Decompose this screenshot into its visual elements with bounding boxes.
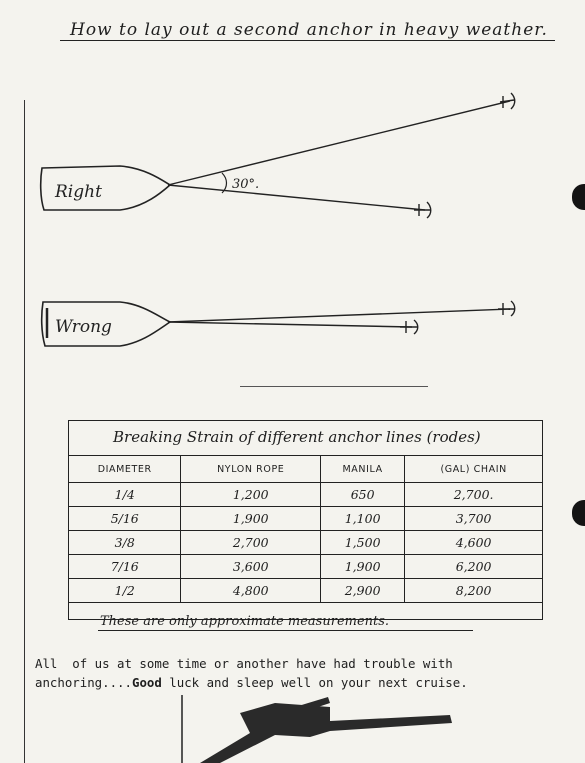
table-header-row: [69, 456, 543, 483]
angle-label: 30°.: [232, 177, 260, 192]
anchor-illustration: [180, 695, 480, 763]
header-nylon-rope: NYLON ROPE: [181, 456, 321, 483]
paragraph-line-2-start: anchoring....: [35, 675, 132, 690]
cell-chain: 8,200: [405, 579, 543, 603]
anchor-layout-diagram: [0, 80, 585, 380]
cell-nylon: 1,900: [181, 507, 321, 531]
header-manila: MANILA: [321, 456, 405, 483]
cell-chain: 4,600: [405, 531, 543, 555]
cell-manila: 2,900: [321, 579, 405, 603]
strain-grid: [68, 455, 543, 603]
cell-diameter: 1/2: [69, 579, 181, 603]
cell-manila: 1,100: [321, 507, 405, 531]
table-row: [69, 579, 543, 603]
cell-manila: 650: [321, 483, 405, 507]
page-title: How to lay out a second anchor in heavy weather.: [70, 20, 548, 40]
cell-diameter: 7/16: [69, 555, 181, 579]
cell-diameter: 1/4: [69, 483, 181, 507]
closing-paragraph: [35, 654, 555, 692]
anchor-line-lower-wrong: [168, 322, 412, 327]
table-row: [69, 483, 543, 507]
header-chain: (GAL) CHAIN: [405, 456, 543, 483]
cell-diameter: 3/8: [69, 531, 181, 555]
anchor-icon-upper-right: [500, 93, 515, 109]
table-row: [69, 555, 543, 579]
table-row: [69, 507, 543, 531]
anchor-line-upper-wrong: [168, 309, 510, 322]
wrong-label: Wrong: [55, 317, 112, 337]
footnote-underline: [98, 630, 473, 631]
right-label: Right: [55, 182, 102, 202]
cell-manila: 1,500: [321, 531, 405, 555]
table-footnote: These are only approximate measurements.: [100, 614, 390, 629]
cell-nylon: 4,800: [181, 579, 321, 603]
anchor-icon-lower-right: [414, 202, 431, 218]
binder-hole: [572, 500, 585, 526]
table-title: Breaking Strain of different anchor lines (rodes): [113, 428, 481, 446]
anchor-icon-lower-wrong: [400, 320, 418, 334]
cell-nylon: 3,600: [181, 555, 321, 579]
table-row: [69, 531, 543, 555]
paragraph-line-1: All of us at some time or another have had trouble with: [35, 656, 453, 671]
breaking-strain-table: [68, 420, 543, 620]
cell-nylon: 2,700: [181, 531, 321, 555]
section-separator: [240, 386, 428, 387]
cell-chain: 2,700.: [405, 483, 543, 507]
cell-nylon: 1,200: [181, 483, 321, 507]
anchor-line-lower-right: [168, 185, 425, 210]
cell-diameter: 5/16: [69, 507, 181, 531]
paragraph-line-2-bold: Good: [131, 675, 162, 690]
cell-chain: 3,700: [405, 507, 543, 531]
header-diameter: DIAMETER: [69, 456, 181, 483]
cell-chain: 6,200: [405, 555, 543, 579]
cell-manila: 1,900: [321, 555, 405, 579]
anchor-line-upper-right: [168, 101, 510, 185]
anchor-icon-upper-wrong: [498, 301, 515, 316]
title-underline: [60, 40, 555, 41]
paragraph-line-2-end: luck and sleep well on your next cruise.: [161, 675, 468, 690]
